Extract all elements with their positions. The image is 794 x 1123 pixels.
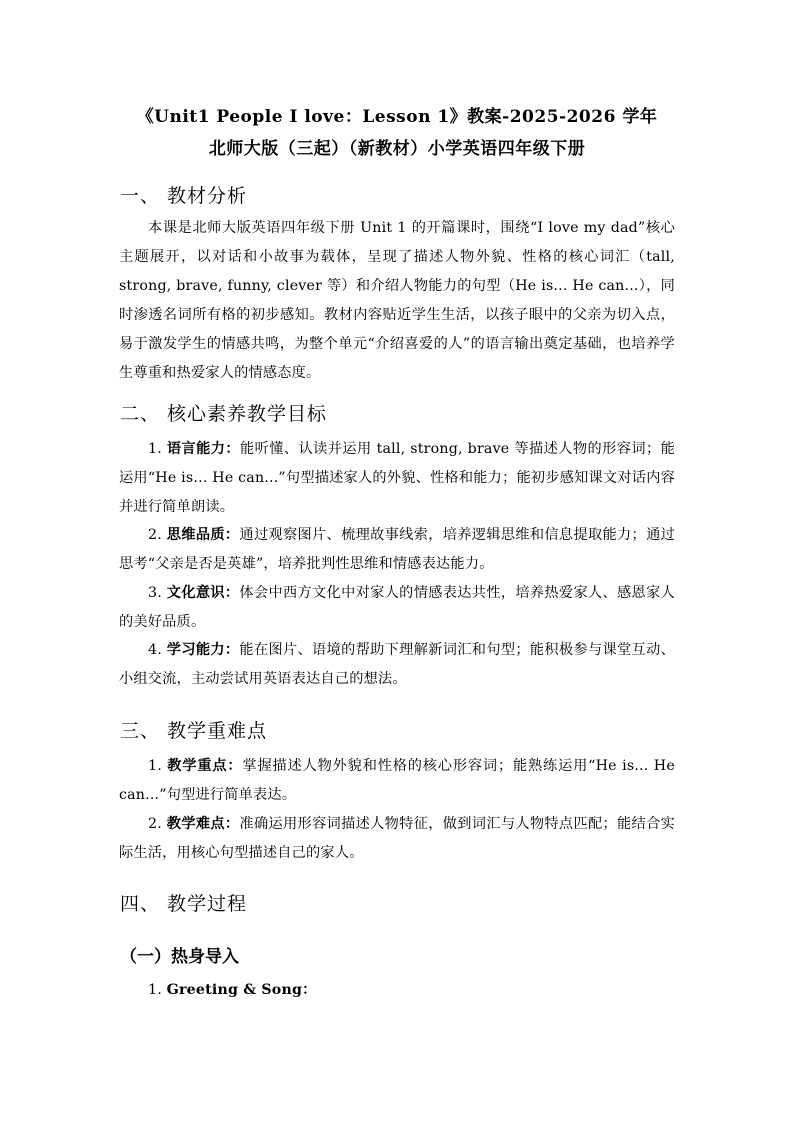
- key-point-item-1-label: 教学重点：: [167, 758, 243, 774]
- key-point-item-1: [119, 752, 675, 810]
- key-point-item-2: [119, 810, 675, 868]
- objective-item-1-number: 1.: [148, 441, 162, 457]
- key-point-item-1-number: 1.: [148, 758, 162, 774]
- process-item-1-number: 1.: [148, 982, 162, 998]
- objective-item-2-number: 2.: [148, 527, 162, 543]
- objective-item-4: [119, 636, 675, 694]
- section-paragraph-analysis: 本课是北师大版英语四年级下册 Unit 1 的开篇课时，围绕“I love my dad”核心主题展开，以对话和小故事为载体，呈现了描述人物外貌、性格的核心词汇（tall, strong, brave, funny, clever 等）和介绍人物能力的句型（He is... He can...），同时渗透名词所有格的初步感知。教材内容贴近学生生活，以孩子眼中的父亲为切入点，易于激发学生的情感共鸣，为整个单元“介绍喜爱的人”的语言输出奠定基础，也培养学生尊重和热爱家人的情感态度。: [119, 220, 675, 381]
- document-title-line-1: 《Unit1 People I love：Lesson 1》教案-2025-2026 学年: [136, 107, 658, 127]
- section-heading-key-points: 三、 教学重难点: [120, 720, 268, 742]
- objective-item-1: [119, 435, 675, 522]
- objective-item-4-label: 学习能力：: [166, 642, 240, 658]
- objective-item-4-text: 能在图片、语境的帮助下理解新词汇和句型；能积极参与课堂互动、小组交流，主动尝试用英语表达自己的想法。: [119, 642, 675, 687]
- section-heading-analysis: 一、 教材分析: [120, 185, 248, 207]
- objective-item-2-label: 思维品质：: [166, 527, 240, 543]
- subsection-heading-warm-up: （一）热身导入: [120, 947, 239, 967]
- objective-item-3: [119, 579, 675, 637]
- key-point-item-2-text: 准确运用形容词描述人物特征，做到词汇与人物特点匹配；能结合实际生活，用核心句型描述自己的家人。: [119, 816, 675, 861]
- objective-item-3-label: 文化意识：: [166, 585, 240, 601]
- objective-item-1-label: 语言能力：: [166, 441, 241, 457]
- section-heading-objectives: 二、 核心素养教学目标: [120, 403, 328, 425]
- objective-item-4-number: 4.: [148, 642, 162, 658]
- objective-item-2: [119, 521, 675, 579]
- section-heading-process: 四、 教学过程: [120, 893, 248, 915]
- key-point-item-1-text: 掌握描述人物外貌和性格的核心形容词；能熟练运用“He is... He can...”句型进行简单表达。: [119, 758, 675, 803]
- objective-item-3-number: 3.: [148, 585, 162, 601]
- key-point-item-2-label: 教学难点：: [166, 816, 240, 832]
- objective-item-2-text: 通过观察图片、梳理故事线索，培养逻辑思维和信息提取能力；通过思考“父亲是否是英雄”，培养批判性思维和情感表达能力。: [119, 527, 675, 572]
- objective-item-1-text: 能听懂、认读并运用 tall, strong, brave 等描述人物的形容词；能运用“He is... He can...”句型描述家人的外貌、性格和能力；能初步感知课文对话内容并进行简单朗读。: [119, 441, 675, 515]
- document-title-line-2: 北师大版（三起）（新教材）小学英语四年级下册: [208, 139, 586, 159]
- process-item-1: [119, 976, 675, 1005]
- objective-item-3-text: 体会中西方文化中对家人的情感表达共性，培养热爱家人、感恩家人的美好品质。: [119, 585, 675, 630]
- key-point-item-2-number: 2.: [148, 816, 162, 832]
- process-item-1-label: Greeting & Song：: [166, 982, 317, 998]
